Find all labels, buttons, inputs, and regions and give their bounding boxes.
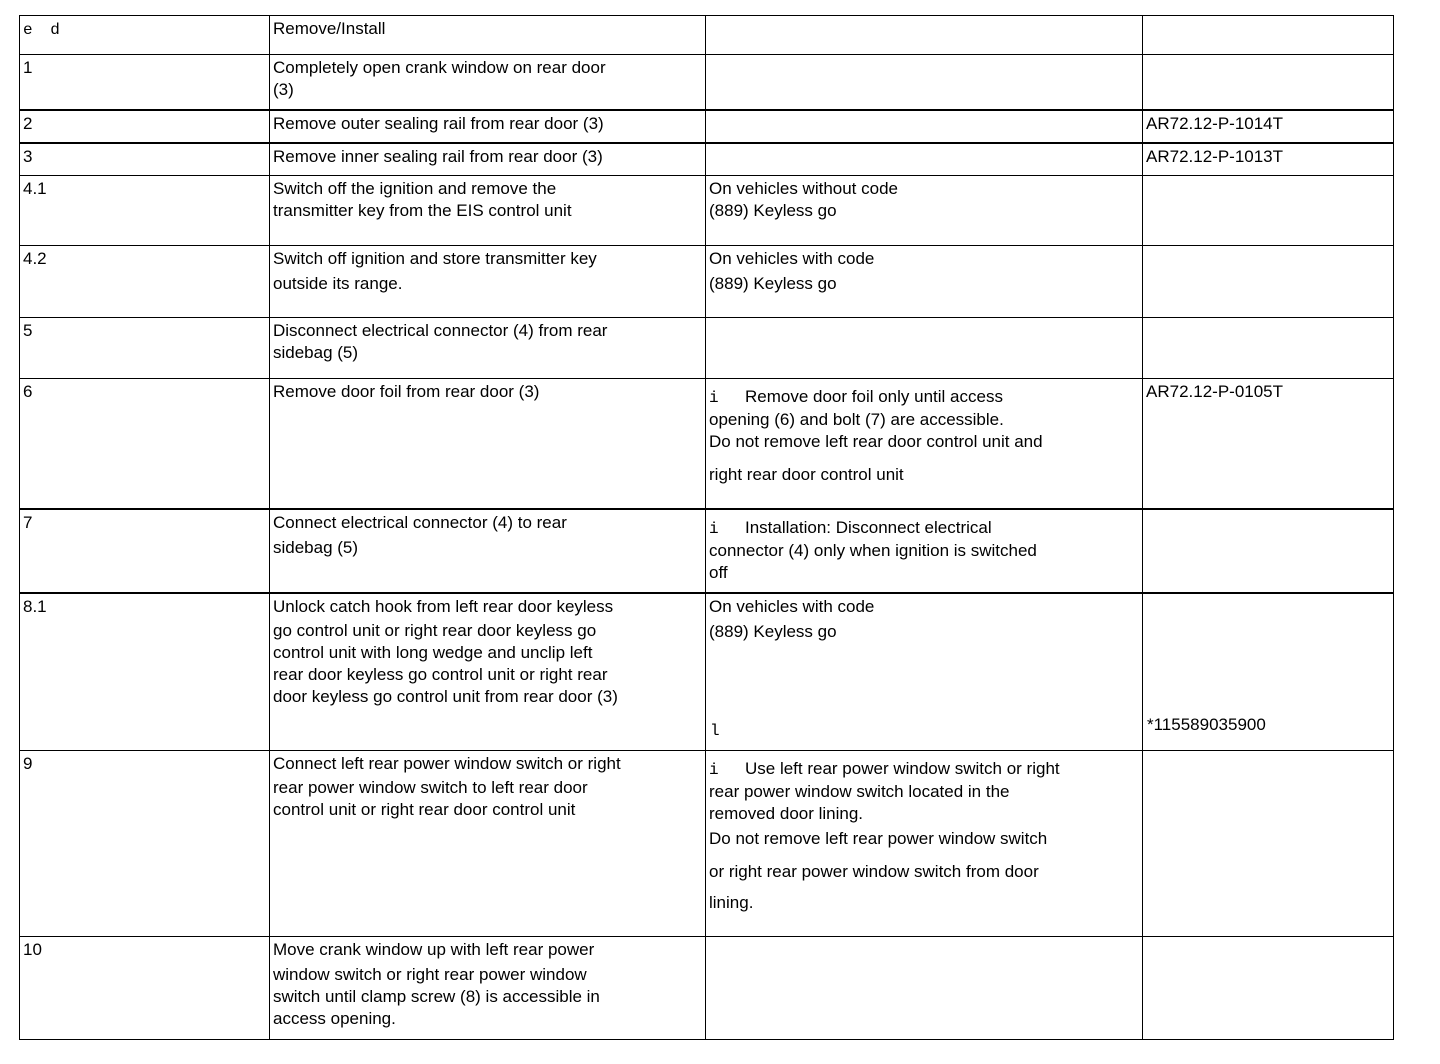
- step-note: [706, 937, 1143, 1040]
- step-instruction: Remove door foil from rear door (3): [270, 379, 706, 509]
- step-number: 4.1: [20, 176, 270, 246]
- step-note: On vehicles with code (889) Keyless go: [706, 246, 1143, 318]
- step-number: 9: [20, 751, 270, 937]
- header-ref-cell: [1143, 16, 1394, 55]
- step-note: [706, 110, 1143, 143]
- step-instruction: Move crank window up with left rear power window switch or right rear power window switch until clamp screw (8) is accessible in access opening.: [270, 937, 706, 1040]
- step-instruction: Connect electrical connector (4) to rear sidebag (5): [270, 509, 706, 593]
- table-row: [20, 176, 1394, 246]
- table-row: [20, 751, 1394, 937]
- header-row: [20, 16, 1394, 55]
- info-icon: i: [709, 519, 719, 538]
- header-action-label: Remove/Install: [273, 19, 386, 38]
- header-action-cell: [270, 16, 706, 55]
- step-number: 2: [20, 110, 270, 143]
- step-reference: [1143, 318, 1394, 379]
- table-row: [20, 318, 1394, 379]
- table-row: [20, 509, 1394, 593]
- step-instruction: Unlock catch hook from left rear door keyless go control unit or right rear door keyless go control unit with long wedge and unclip left rear door keyless go control unit or right rear door keyless go control unit from rear door (3): [270, 593, 706, 751]
- info-icon: i: [709, 761, 719, 779]
- procedure-table: [19, 15, 1394, 1040]
- step-reference: [1143, 937, 1394, 1040]
- info-icon: i: [709, 389, 719, 407]
- step-reference: [1143, 751, 1394, 937]
- step-number: 3: [20, 143, 270, 176]
- header-step-label: e d: [23, 21, 64, 39]
- step-instruction: Switch off the ignition and remove the transmitter key from the EIS control unit: [270, 176, 706, 246]
- table-row: [20, 55, 1394, 110]
- step-note: i Installation: Disconnect electrical connector (4) only when ignition is switched off: [706, 509, 1143, 593]
- step-reference: [1143, 176, 1394, 246]
- step-reference: [1143, 246, 1394, 318]
- step-number: 7: [20, 509, 270, 593]
- step-note: On vehicles without code (889) Keyless go: [706, 176, 1143, 246]
- table-row: [20, 593, 1394, 751]
- step-reference: [1143, 593, 1394, 751]
- step-reference: [1143, 509, 1394, 593]
- step-reference: [1143, 55, 1394, 110]
- note-tail-marker: l: [710, 722, 720, 740]
- table-row: [20, 110, 1394, 143]
- step-number: 5: [20, 318, 270, 379]
- table-row: [20, 379, 1394, 509]
- step-instruction: Remove inner sealing rail from rear door (3): [270, 143, 706, 176]
- step-reference-link[interactable]: AR72.12-P-0105T: [1143, 379, 1394, 509]
- header-note-cell: [706, 16, 1143, 55]
- step-instruction: Switch off ignition and store transmitter key outside its range.: [270, 246, 706, 318]
- step-instruction: Remove outer sealing rail from rear door (3): [270, 110, 706, 143]
- step-number: 1: [20, 55, 270, 110]
- step-note: On vehicles with code (889) Keyless go l: [706, 593, 1143, 751]
- step-number: 8.1: [20, 593, 270, 751]
- step-number: 6: [20, 379, 270, 509]
- table-row: [20, 143, 1394, 176]
- step-instruction: Disconnect electrical connector (4) from rear sidebag (5): [270, 318, 706, 379]
- step-note: i Remove door foil only until access opening (6) and bolt (7) are accessible. Do not remove left rear door control unit and right rear door control unit: [706, 379, 1143, 509]
- step-note: [706, 143, 1143, 176]
- step-note: [706, 318, 1143, 379]
- step-number: 4.2: [20, 246, 270, 318]
- table-row: [20, 246, 1394, 318]
- tool-number[interactable]: *115589035900: [1147, 715, 1266, 734]
- step-number: 10: [20, 937, 270, 1040]
- step-note: i Use left rear power window switch or right rear power window switch located in the removed door lining. Do not remove left rear power window switch or right rear power window switch from door lining.: [706, 751, 1143, 937]
- step-instruction: Connect left rear power window switch or right rear power window switch to left rear door control unit or right rear door control unit: [270, 751, 706, 937]
- header-step-cell: [20, 16, 270, 55]
- step-instruction: Completely open crank window on rear door (3): [270, 55, 706, 110]
- step-reference-link[interactable]: AR72.12-P-1013T: [1143, 143, 1394, 176]
- step-reference-link[interactable]: AR72.12-P-1014T: [1143, 110, 1394, 143]
- step-note: [706, 55, 1143, 110]
- table-row: [20, 937, 1394, 1040]
